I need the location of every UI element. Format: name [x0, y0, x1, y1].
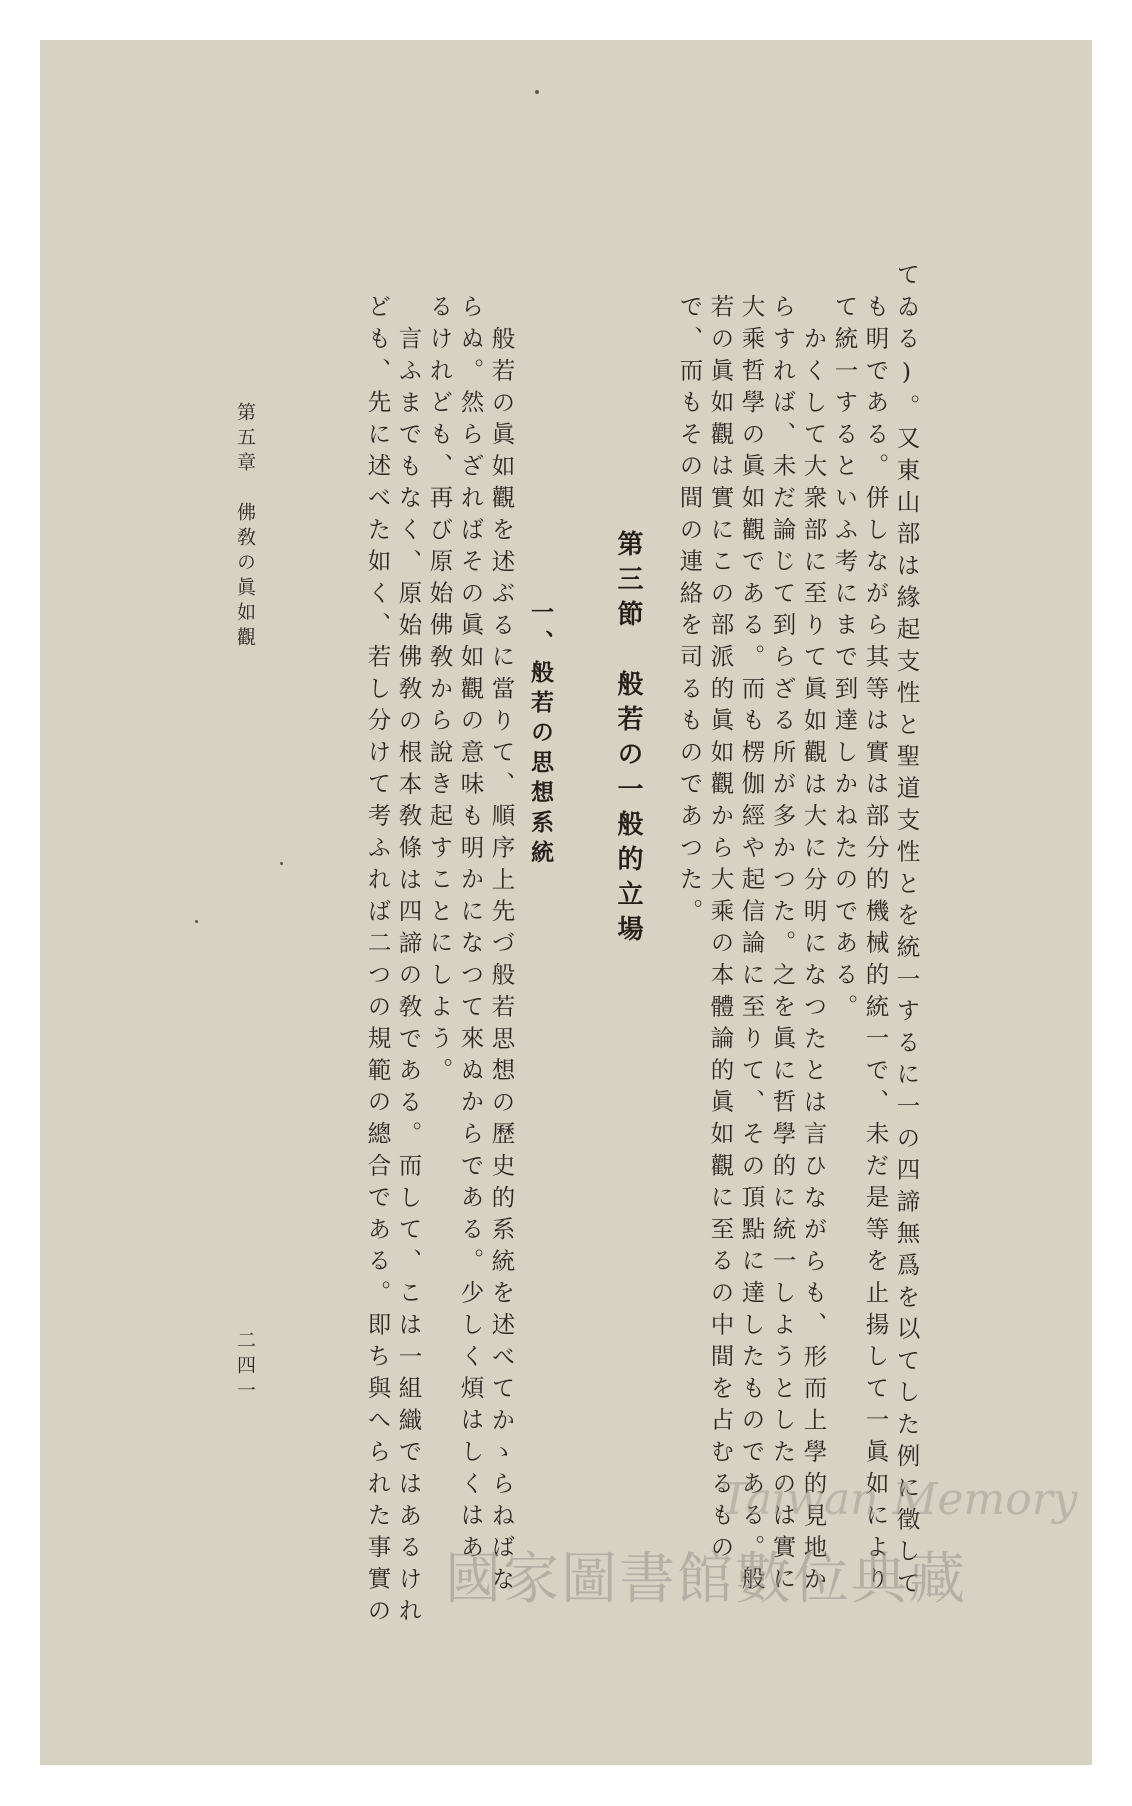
section-heading: 第三節 般若の一般的立場 — [613, 530, 643, 950]
text-column: で、而もその間の連絡を司るものであつた。 — [675, 294, 704, 930]
text-column: るけれども、再び原始佛敎から說き起すことにしよう。 — [425, 294, 454, 1089]
watermark-english: Taiwan Memory — [720, 1474, 1078, 1525]
text-column: て統一するといふ考にまで到達しかねたのである。 — [830, 294, 859, 1026]
text-column: らぬ。然らざればその眞如觀の意味も明かになつて來ぬからである。少しく煩はしくはあ — [456, 294, 485, 1566]
text-column: てゐる)。又東山部は緣起支性と聖道支性とを統一するに一の四諦無爲を以てした例に徵して — [892, 262, 921, 1603]
text-column: らすれば、未だ論じて到らざる所が多かつた。之を眞に哲學的に統一しようとしたのは實に — [768, 294, 797, 1598]
text-column: も明である。併しながら其等は實は部分的機械的統一で、未だ是等を止揚して一眞如により — [861, 294, 890, 1598]
text-column: 言ふまでもなく、原始佛敎の根本敎條は四諦の敎である。而して、こは一組織ではあるけれ — [394, 326, 423, 1630]
paper-speck — [535, 90, 539, 94]
text-column: 若の眞如觀は實にこの部派的眞如觀から大乘の本體論的眞如觀に至るの中間を占むるもの — [706, 294, 735, 1566]
page-number: 二四一 — [234, 1330, 256, 1405]
subsection-heading: 一、般若の思想系統 — [527, 600, 554, 870]
running-footer: 第五章 佛敎の眞如觀 — [234, 402, 256, 652]
text-column: ども、先に述べた如く、若し分けて考ふれば二つの規範の總合である。即ち與へられた事實の — [363, 294, 392, 1630]
text-column: 般若の眞如觀を述ぶるに當りて、順序上先づ般若思想の歷史的系統を述べてかゝらねばな — [487, 326, 516, 1598]
paper-speck — [280, 862, 283, 865]
text-column: かくして大衆部に至りて眞如觀は大に分明になつたとは言ひながらも、形而上學的見地か — [799, 326, 828, 1598]
watermark-text: 國家圖書館數位典藏 — [445, 1547, 967, 1612]
text-column: 大乘哲學の眞如觀である。而も楞伽經や起信論に至りて、その頂點に達したものである。般 — [737, 294, 766, 1598]
paper-speck — [195, 920, 198, 923]
